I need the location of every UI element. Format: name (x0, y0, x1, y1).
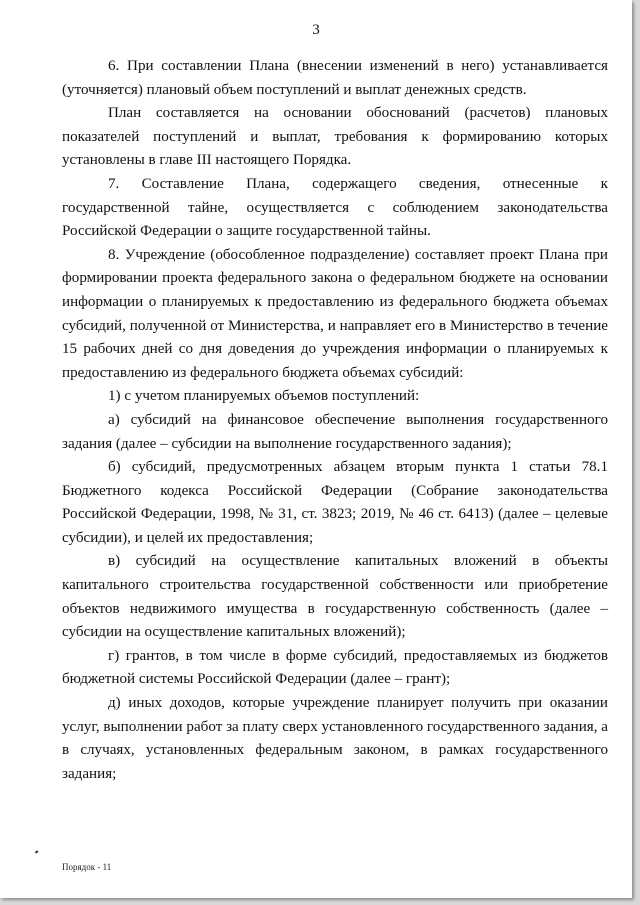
paragraph-8-item-a: а) субсидий на финансовое обеспечение выполнения государственного задания (далее – субсидии на выполнение государственного задания); (62, 411, 608, 452)
scan-speck (35, 850, 38, 853)
paragraph-plan-basis: План составляется на основании обоснований (расчетов) плановых показателей поступлений и выплат, требования к формированию которых установлены в главе III настоящего Порядка. (62, 105, 608, 169)
page-number: 3 (312, 22, 320, 38)
paragraph-8-item-b: б) субсидий, предусмотренных абзацем вторым пункта 1 статьи 78.1 Бюджетного кодекса Российской Федерации (Собрание законодательства Российской Федерации, 1998, № 31, ст. 3823; 2019, № 46 ст. 6413) (далее – целевые субсидии), и целей их предоставления; (62, 459, 608, 546)
paragraph-6: 6. При составлении Плана (внесении изменений в него) устанавливается (уточняется) плановый объем поступлений и выплат денежных средств. (62, 58, 608, 98)
paragraph-8: 8. Учреждение (обособленное подразделение) составляет проект Плана при формировании проекта федерального закона о федеральном бюджете на основании информации о планируемых к предоставлению из федерального бюджета объемах субсидий, полученной от Министерства, и направляет его в Министерство в течение 15 рабочих дней со дня доведения до учреждения информации о планируемых к предоставлению из федерального бюджета объемах субсидий: (62, 246, 608, 381)
paragraph-7: 7. Составление Плана, содержащего сведения, отнесенные к государственной тайне, осуществляется с соблюдением законодательства Российской Федерации о защите государственной тайны. (62, 175, 608, 240)
paragraph-8-item-1: 1) с учетом планируемых объемов поступлений: (108, 388, 420, 405)
paragraph-8-item-v: в) субсидий на осуществление капитальных вложений в объекты капитального строительства государственной собственности или приобретение объектов недвижимого имущества в государственную собственность (далее – субсидии на осуществление капитальных вложений); (62, 553, 608, 641)
footer-label: Порядок - 11 (62, 862, 112, 872)
paragraph-8-item-d: д) иных доходов, которые учреждение планирует получить при оказании услуг, выполнении работ за плату сверх установленного государственного задания, а в случаях, установленных федеральным законом, в рамках государственного задания; (62, 695, 608, 782)
paragraph-8-item-g: г) грантов, в том числе в форме субсидий, предоставляемых из бюджетов бюджетной системы Российской Федерации (далее – грант); (62, 647, 608, 688)
document-body (62, 55, 608, 786)
